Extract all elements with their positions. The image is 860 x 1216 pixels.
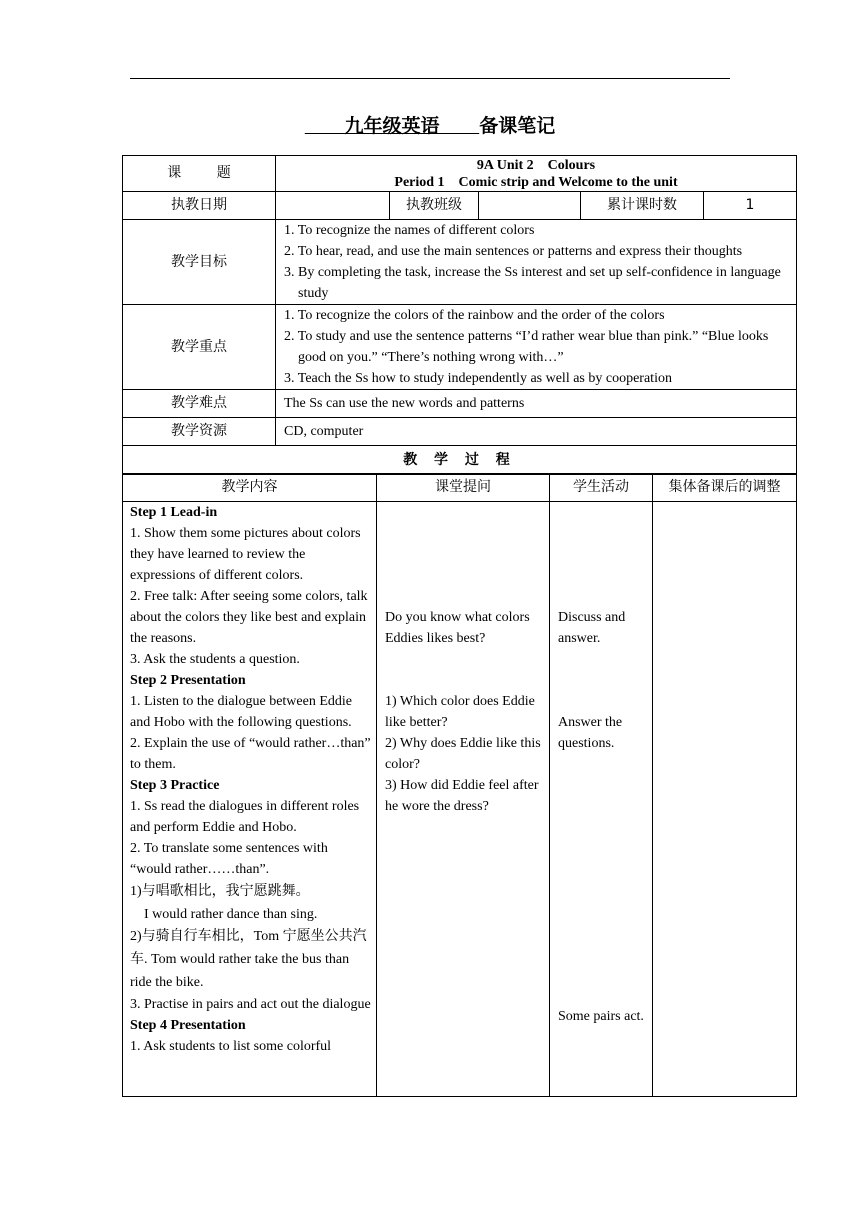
key-point-item: 1. To recognize the colors of the rainbow and the order of the colors bbox=[284, 308, 665, 323]
adjustments-cell[interactable] bbox=[653, 502, 797, 1097]
difficulties-value: The Ss can use the new words and patterns bbox=[276, 390, 797, 418]
header-questions: 课堂提问 bbox=[377, 474, 550, 502]
objectives-list bbox=[276, 220, 797, 305]
question-item: 1) Which color does Eddie like better? bbox=[385, 694, 535, 730]
activity-item: Answer the questions. bbox=[558, 715, 623, 751]
document-title bbox=[0, 111, 860, 138]
header-adjustments: 集体备课后的调整 bbox=[653, 474, 797, 502]
top-rule bbox=[130, 78, 730, 79]
questions-cell bbox=[377, 502, 550, 1097]
content-item: 2)与骑自行车相比，Tom 宁愿坐公共汽车. Tom would rather take the bus than ride the bike. bbox=[130, 929, 367, 990]
teaching-content-cell bbox=[123, 502, 377, 1097]
header-content: 教学内容 bbox=[123, 474, 377, 502]
objective-item: 2. To hear, read, and use the main sentences or patterns and express their thoughts bbox=[284, 244, 743, 259]
step-heading: Step 3 Practice bbox=[130, 778, 220, 793]
key-point-item: 2. To study and use the sentence patterns “I’d rather wear blue than pink.” “Blue looks good on you.” “There’s nothing wrong with…” bbox=[284, 329, 769, 365]
key-points-list bbox=[276, 305, 797, 390]
resources-label: 教学资源 bbox=[123, 418, 276, 446]
step-heading: Step 4 Presentation bbox=[130, 1018, 246, 1033]
objective-item: 1. To recognize the names of different colors bbox=[284, 223, 535, 238]
class-value[interactable] bbox=[479, 192, 581, 220]
content-item: I would rather dance than sing. bbox=[144, 907, 318, 922]
content-item: 1. Ask students to list some colorful bbox=[130, 1039, 332, 1054]
question-item: 3) How did Eddie feel after he wore the dress? bbox=[385, 778, 539, 814]
content-item: 2. To translate some sentences with “would rather……than”. bbox=[130, 841, 328, 877]
content-item: 2. Explain the use of “would rather…than” to them. bbox=[130, 736, 371, 772]
objectives-label: 教学目标 bbox=[123, 220, 276, 305]
process-title: 教 学 过 程 bbox=[123, 446, 797, 475]
lesson-count-label: 累计课时数 bbox=[581, 192, 704, 220]
activity-item: Some pairs act. bbox=[558, 1009, 644, 1024]
content-item: 2. Free talk: After seeing some colors, talk about the colors they like best and explain the reasons. bbox=[130, 589, 368, 646]
step-heading: Step 2 Presentation bbox=[130, 673, 246, 688]
content-item: 1. Show them some pictures about colors they have learned to review the expressions of different colors. bbox=[130, 526, 361, 583]
content-item: 1. Listen to the dialogue between Eddie and Hobo with the following questions. bbox=[130, 694, 352, 730]
difficulties-label: 教学难点 bbox=[123, 390, 276, 418]
key-points-label: 教学重点 bbox=[123, 305, 276, 390]
header-activities: 学生活动 bbox=[550, 474, 653, 502]
lesson-info-table bbox=[122, 155, 797, 475]
date-value[interactable] bbox=[276, 192, 390, 220]
class-label: 执教班级 bbox=[390, 192, 479, 220]
activity-item: Discuss and answer. bbox=[558, 610, 626, 646]
resources-value: CD, computer bbox=[276, 418, 797, 446]
content-item: 3. Ask the students a question. bbox=[130, 652, 300, 667]
date-label: 执教日期 bbox=[123, 192, 276, 220]
lesson-count-value: 1 bbox=[704, 192, 797, 220]
process-table bbox=[122, 473, 797, 1097]
content-item: 3. Practise in pairs and act out the dialogue bbox=[130, 997, 371, 1012]
topic-label: 课 题 bbox=[123, 156, 276, 192]
key-point-item: 3. Teach the Ss how to study independently as well as by cooperation bbox=[284, 371, 672, 386]
question-item: 2) Why does Eddie like this color? bbox=[385, 736, 541, 772]
step-heading: Step 1 Lead-in bbox=[130, 505, 218, 520]
content-item: 1. Ss read the dialogues in different roles and perform Eddie and Hobo. bbox=[130, 799, 360, 835]
title-suffix: 备课笔记 bbox=[479, 115, 556, 137]
objective-item: 3. By completing the task, increase the Ss interest and set up self-confidence in language study bbox=[284, 265, 781, 301]
topic-unit: 9A Unit 2 Colours bbox=[476, 157, 596, 173]
question-item: Do you know what colors Eddies likes best? bbox=[385, 610, 530, 646]
content-item: 1)与唱歌相比，我宁愿跳舞。 bbox=[130, 884, 310, 899]
title-subject: 九年级英语 bbox=[344, 115, 440, 137]
topic-period: Period 1 Comic strip and Welcome to the unit bbox=[394, 174, 678, 190]
topic-value bbox=[276, 156, 797, 192]
activities-cell bbox=[550, 502, 653, 1097]
